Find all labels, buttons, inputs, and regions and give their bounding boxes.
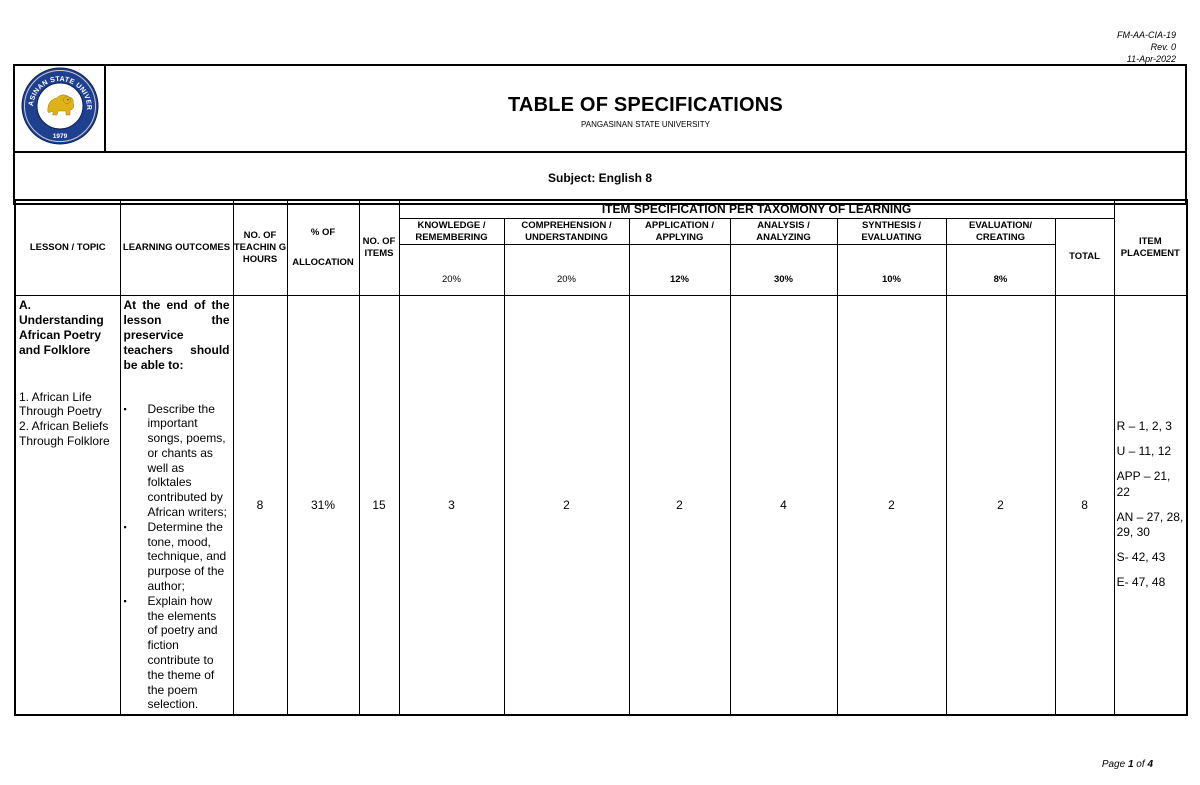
header-application: APPLICATION / APPLYING: [629, 218, 730, 244]
page-number: [1102, 759, 1153, 770]
outcome-text: Describe the important songs, poems, or chants as well as folktales contributed by African writers;: [147, 401, 227, 520]
page-of: of: [1133, 759, 1148, 770]
list-item: [124, 402, 230, 520]
placement-item: R – 1, 2, 3: [1116, 419, 1172, 434]
header-hours: NO. OF TEACHIN G HOURS: [233, 200, 287, 295]
knowledge-value: 3: [399, 295, 504, 715]
page-title: TABLE OF SPECIFICATIONS: [508, 94, 783, 116]
lion-seal-icon: [20, 66, 100, 146]
list-item: [124, 594, 230, 712]
outcome-text: Explain how the elements of poetry and fiction contribute to the theme of the poem selection.: [147, 593, 218, 712]
header-allocation: [287, 200, 359, 295]
analysis-value: 4: [730, 295, 837, 715]
header-knowledge: KNOWLEDGE / REMEMBERING: [399, 218, 504, 244]
header-allocation-bottom: ALLOCATION: [292, 256, 354, 268]
document-code: [1117, 29, 1176, 65]
placement-item: AN – 27, 28, 29, 30: [1116, 509, 1184, 540]
header-outcomes: LEARNING OUTCOMES: [120, 200, 233, 295]
header-evaluation: EVALUATION/ CREATING: [946, 218, 1055, 244]
outcome-intro: At the end of the lesson the preservice teachers should be able to:: [123, 297, 230, 372]
revision-date: 11-Apr-2022: [1126, 54, 1176, 64]
placement-item: S- 42, 43: [1116, 550, 1166, 565]
pct-synthesis: 10%: [837, 244, 946, 295]
allocation-value: 31%: [287, 295, 359, 715]
comprehension-value: 2: [504, 295, 629, 715]
total-value: 8: [1055, 295, 1114, 715]
header-taxonomy: ITEM SPECIFICATION PER TAXOMONY OF LEARNING: [399, 200, 1114, 218]
revision: Rev. 0: [1150, 42, 1176, 52]
svg-text:1979: 1979: [52, 133, 67, 140]
topic-item: 1. African Life Through Poetry: [19, 389, 102, 419]
pct-application: 12%: [629, 244, 730, 295]
bullet-icon: ▪: [123, 595, 127, 606]
logo-cell: [14, 65, 105, 152]
evaluation-value: 2: [946, 295, 1055, 715]
placement-item: E- 47, 48: [1116, 575, 1166, 590]
placement-item: U – 11, 12: [1116, 444, 1172, 459]
list-item: [124, 520, 230, 594]
pct-knowledge: 20%: [399, 244, 504, 295]
topic-item: 2. African Beliefs Through Folklore: [19, 419, 110, 448]
header-synthesis: SYNTHESIS / EVALUATING: [837, 218, 946, 244]
subject-label: Subject: English 8: [14, 152, 1186, 204]
synthesis-value: 2: [837, 295, 946, 715]
outcome-text: Determine the tone, mood, technique, and purpose of the author;: [147, 519, 227, 594]
total-pages: 4: [1147, 759, 1153, 770]
header-lesson: LESSON / TOPIC: [15, 200, 120, 295]
lesson-topics: [19, 390, 117, 449]
pct-analysis: 30%: [730, 244, 837, 295]
title-cell: [105, 65, 1186, 152]
document-header: [13, 64, 1187, 205]
application-value: 2: [629, 295, 730, 715]
outcomes-cell: [120, 295, 233, 715]
header-comprehension: COMPREHENSION / UNDERSTANDING: [504, 218, 629, 244]
lesson-title: A. Understanding African Poetry and Folklore: [19, 297, 104, 357]
form-number: FM-AA-CIA-19: [1116, 30, 1176, 40]
page-prefix: Page: [1101, 759, 1128, 770]
lesson-cell: [15, 295, 120, 715]
current-page: 1: [1127, 759, 1134, 770]
specification-table: [14, 199, 1188, 716]
placement-cell: [1114, 295, 1187, 715]
outcome-list: [124, 402, 230, 713]
university-name: PANGASINAN STATE UNIVERSITY: [581, 120, 710, 129]
bullet-icon: ▪: [123, 403, 127, 414]
pct-evaluation: 8%: [946, 244, 1055, 295]
table-row: [15, 295, 1187, 715]
pct-comprehension: 20%: [504, 244, 629, 295]
hours-value: 8: [233, 295, 287, 715]
header-placement: ITEM PLACEMENT: [1114, 200, 1187, 295]
header-total: TOTAL: [1055, 218, 1114, 295]
svg-text:PANGASINAN STATE UNIVERSITY: ASINAN STATE UNIVER: [27, 75, 92, 111]
items-value: 15: [359, 295, 399, 715]
placement-item: APP – 21, 22: [1116, 469, 1171, 499]
header-items: NO. OF ITEMS: [359, 200, 399, 295]
bullet-icon: ▪: [123, 521, 127, 532]
header-allocation-top: % OF: [310, 226, 336, 238]
header-analysis: ANALYSIS / ANALYZING: [730, 218, 837, 244]
